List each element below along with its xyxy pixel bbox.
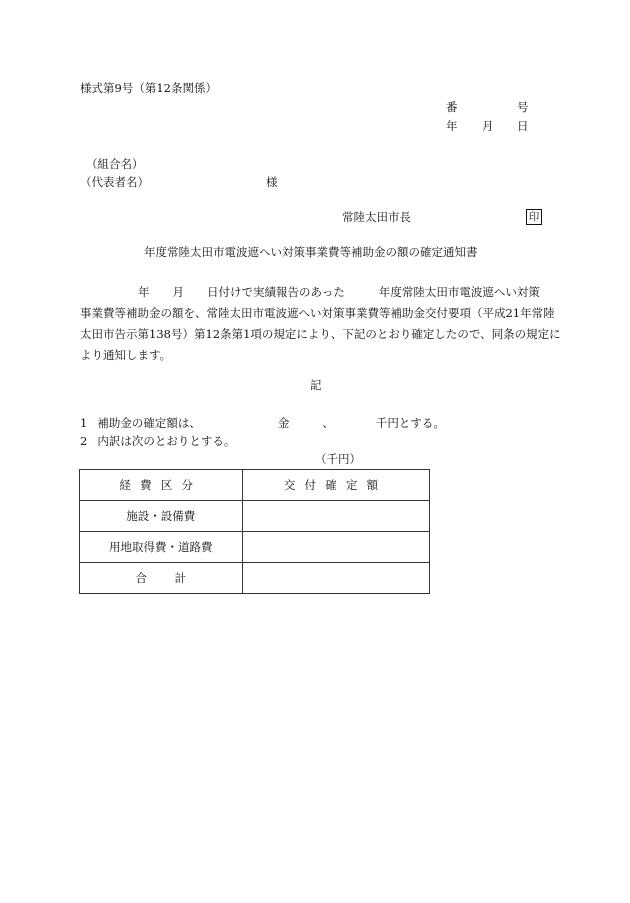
row-amount [242,532,429,563]
row-category-total: 合計 [80,563,243,594]
form-label: 様式第9号（第12条関係） [80,81,217,95]
row-category: 施設・設備費 [80,501,243,532]
body-line-4: より通知します。 [80,348,172,362]
item-2: 2 内訳は次のとおりとする。 [80,434,236,448]
table-header-row [80,470,430,501]
body-line-2: 事業費等補助金の額を、常陸太田市電波遮へい対策事業費等補助金交付要項（平成21年常陸 [80,306,555,320]
ki-heading: 記 [310,378,322,392]
table-row-total [80,563,430,594]
representative-label: （代表者名） [80,175,149,189]
document-number-go: 号 [517,100,529,114]
item-1: 1 補助金の確定額は、 金 、 千円とする。 [80,416,445,430]
date-year: 年 [446,119,458,133]
document-number-ban: 番 [446,100,458,114]
header-expense-category: 経費区分 [80,470,243,501]
issuer-name: 常陸太田市長 [342,210,411,224]
table-unit: （千円） [315,452,361,466]
header-confirmed-amount: 交付確定額 [242,470,429,501]
honorific-sama: 様 [266,175,278,189]
row-amount [242,501,429,532]
row-amount-total [242,563,429,594]
date-month: 月 [482,119,494,133]
seal-stamp: 印 [526,209,542,225]
date-day: 日 [517,119,529,133]
body-paragraph [80,282,561,366]
body-line-3: 太田市告示第138号）第12条第1項の規定により、下記のとおり確定したので、同条の規定に [80,327,561,341]
breakdown-table [79,469,430,594]
document-title: 年度常陸太田市電波遮へい対策事業費等補助金の額の確定通知書 [144,245,478,259]
body-line-1: 年 月 日付けで実績報告のあった 年度常陸太田市電波遮へい対策 [138,285,540,299]
table-row [80,532,430,563]
union-name-label: （組合名） [86,157,144,171]
table-row [80,501,430,532]
row-category: 用地取得費・道路費 [80,532,243,563]
